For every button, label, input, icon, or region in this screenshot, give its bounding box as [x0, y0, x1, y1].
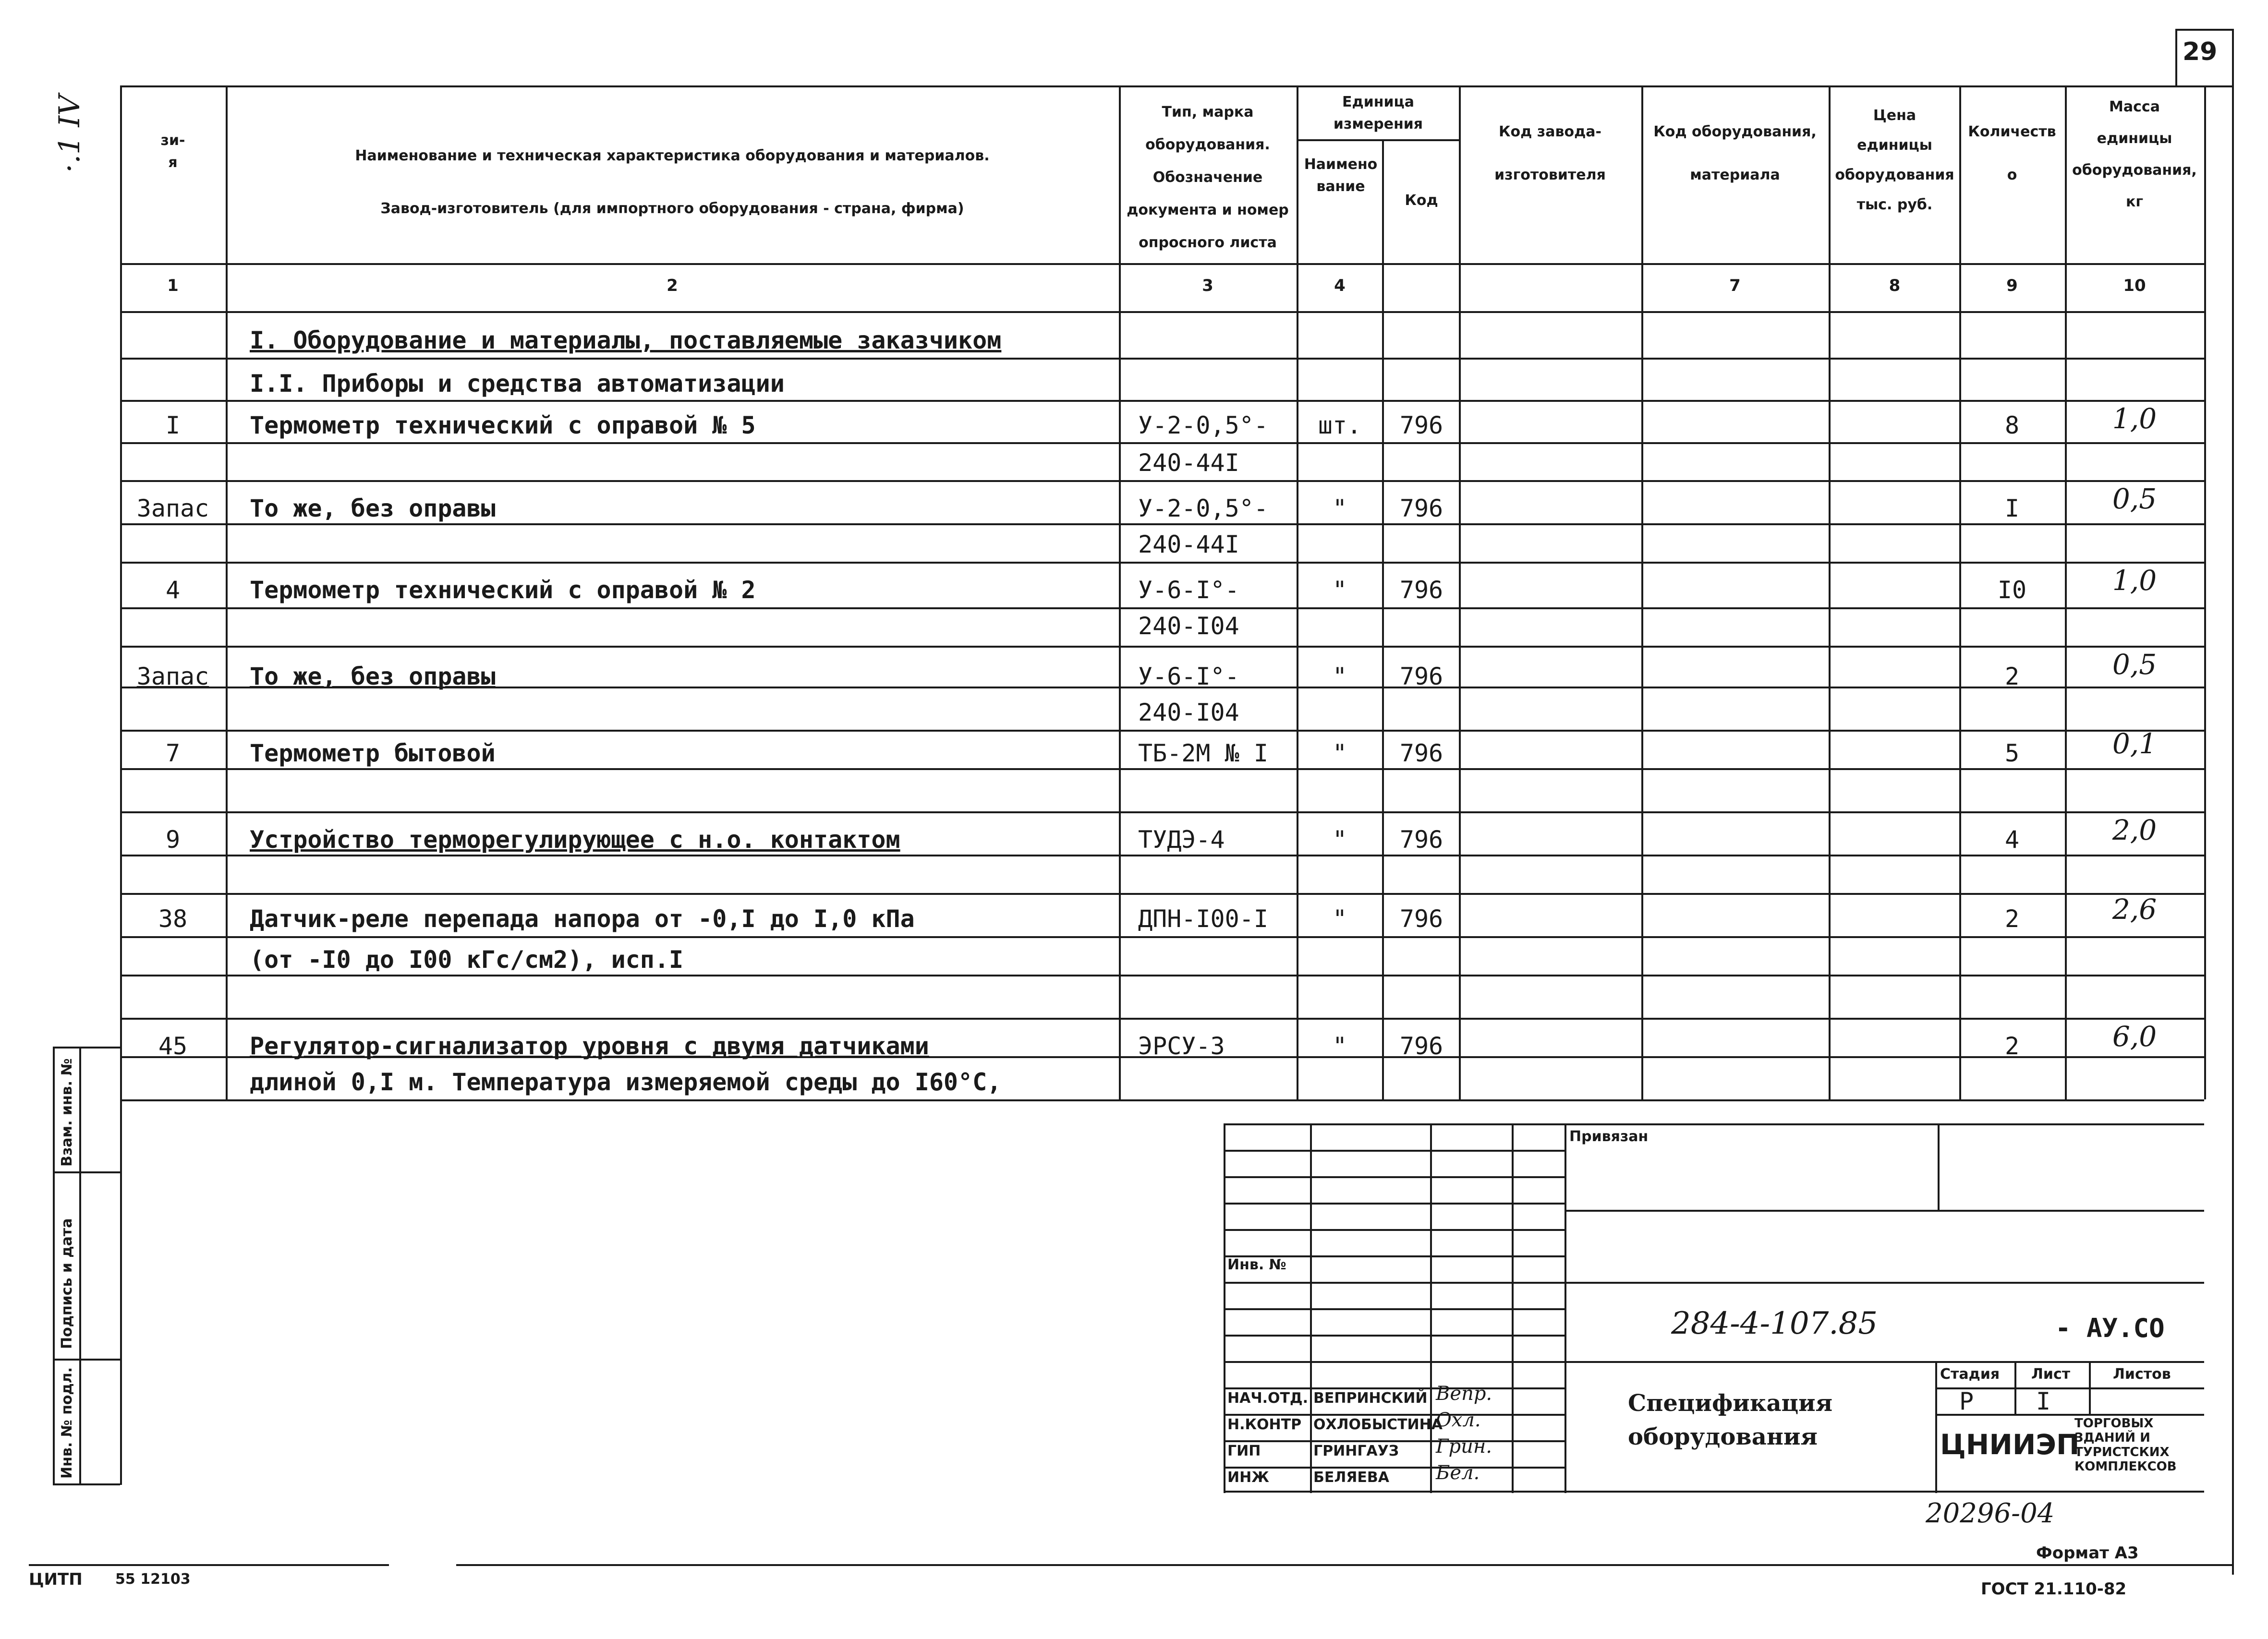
row-line: [120, 730, 2204, 732]
row-mass: 0,5: [2112, 482, 2157, 515]
row-name: Термометр технический с оправой № 2: [250, 576, 756, 604]
row-pos: I: [165, 411, 181, 439]
colnum-9: 9: [2006, 276, 2018, 295]
sheets-label: Листов: [2113, 1366, 2171, 1383]
col-line-6: [1641, 85, 1643, 1099]
frame-right-border: [2232, 29, 2234, 1575]
frame-top-border: [120, 85, 2232, 87]
header-col4-group: Единица измерения: [1333, 94, 1423, 133]
sheet-box-left: [2175, 29, 2177, 86]
row-code: 796: [1399, 663, 1443, 690]
stamp-row: [1224, 1414, 1565, 1416]
header-col1: зи- я: [160, 132, 185, 171]
header-bottom-line: [120, 263, 2204, 265]
frame-bottom-left: [29, 1564, 389, 1566]
header-col3: Тип, марка оборудования. Обозначение документа и номер опросного листа: [1127, 104, 1289, 251]
person-role: ГИП: [1227, 1443, 1261, 1459]
row-code: 796: [1399, 411, 1443, 439]
row-unit: ": [1332, 826, 1347, 854]
row-type: У-6-I°-: [1138, 663, 1239, 690]
doc-code: 284-4-107.85: [1671, 1306, 1878, 1341]
header-col7: Цена единицы оборудования тыс. руб.: [1835, 107, 1954, 213]
stamp-row: [1224, 1282, 1565, 1284]
format-label: Формат А3: [2036, 1543, 2139, 1563]
row-code: 796: [1399, 826, 1443, 854]
stamp-col-4: [1565, 1123, 1566, 1493]
row-line: [120, 480, 2204, 482]
margin-mark: ·.1 IV: [53, 95, 86, 173]
row-name: Регулятор-сигнализатор уровня с двумя датчиками: [250, 1032, 929, 1060]
stamp-row: [1224, 1467, 1565, 1469]
row-unit: ": [1332, 576, 1347, 604]
row-qty: 2: [2004, 1032, 2020, 1060]
row-line: [120, 562, 2204, 564]
sheet-box-top: [2175, 29, 2233, 31]
row-mass: 2,6: [2112, 893, 2157, 926]
col-line-4a: [1382, 139, 1384, 1099]
org-name: ЦНИИЭП: [1940, 1428, 2080, 1461]
person-signature: Вепр.: [1436, 1383, 1492, 1405]
row-name-cont: (от -I0 до I00 кГс/см2), исп.I: [250, 946, 684, 974]
col-line-7: [1829, 85, 1831, 1099]
header-col9: Масса единицы оборудования, кг: [2072, 98, 2197, 210]
row-mass: 0,5: [2112, 648, 2157, 681]
row-type: У-6-I°-: [1138, 576, 1239, 604]
row-code: 796: [1399, 905, 1443, 933]
row-pos: Запас: [136, 494, 209, 522]
person-signature: Бел.: [1436, 1462, 1480, 1484]
side-label-signature: Подпись и дата: [59, 1218, 75, 1349]
colnum-4: 4: [1334, 276, 1346, 295]
row-line: [120, 811, 2204, 813]
person-signature: Охл.: [1436, 1409, 1481, 1431]
row-qty: 8: [2004, 411, 2020, 439]
stamp-row: [1224, 1335, 1565, 1337]
side-strip-sep2: [53, 1359, 120, 1361]
col-line-2: [1119, 85, 1121, 1099]
colnum-7: 7: [1729, 276, 1741, 295]
row-type-doc: 240-44I: [1138, 530, 1239, 558]
colnum-2: 2: [667, 276, 678, 295]
person-name: ВЕПРИНСКИЙ: [1313, 1390, 1428, 1407]
row-qty: I: [2004, 494, 2020, 522]
row-line: [120, 442, 2204, 444]
stamp-row: [1224, 1150, 1565, 1152]
header-col4b: Код: [1405, 192, 1438, 209]
row-unit: ": [1332, 739, 1347, 767]
colnum-10: 10: [2123, 276, 2146, 295]
row-type-doc: 240-I04: [1138, 699, 1239, 726]
row-line: [120, 523, 2204, 525]
stamp-row: [1224, 1440, 1565, 1442]
bottom-left-number: 55 12103: [115, 1571, 191, 1588]
person-name: ГРИНГАУЗ: [1313, 1443, 1399, 1459]
header-col2: Наименование и техническая характеристика оборудования и материалов. Завод-изготовитель (для импортного оборудования - страна, фирма): [355, 147, 990, 217]
row-qty: I0: [1997, 576, 2027, 604]
frame-bottom-right: [456, 1564, 2232, 1566]
stage-value: Р: [1959, 1387, 1974, 1415]
stage-label: Стадия: [1940, 1366, 2000, 1383]
stamp-row: [1224, 1176, 1565, 1178]
stamp-row: [1224, 1361, 1565, 1363]
person-signature: Грин.: [1436, 1435, 1492, 1458]
row-name: Термометр бытовой: [250, 739, 496, 767]
row-type-doc: 240-I04: [1138, 612, 1239, 640]
row-mass: 1,0: [2112, 402, 2157, 435]
row-pos: Запас: [136, 663, 209, 690]
frame-left-border: [120, 85, 122, 1485]
table-bottom-line: [120, 1099, 2204, 1101]
side-strip-top: [53, 1047, 120, 1048]
side-strip-mid: [79, 1047, 81, 1483]
row-unit: ": [1332, 905, 1347, 933]
row-name-cont: длиной 0,I м. Температура измеряемой среды до I60°С,: [250, 1068, 1002, 1096]
person-role: ИНЖ: [1227, 1469, 1269, 1486]
header-col4a: Наименование: [1304, 156, 1378, 195]
row-line: [120, 646, 2204, 648]
row-pos: 7: [165, 739, 181, 767]
row-mass: 0,1: [2112, 727, 2157, 760]
row-type: ТБ-2М № I: [1138, 739, 1268, 767]
colnum-bottom-line: [120, 311, 2204, 313]
row-qty: 4: [2004, 826, 2020, 854]
stamp-stage-sep2: [2089, 1361, 2091, 1414]
col-line-3: [1297, 85, 1298, 1099]
doc-title-1: Спецификация: [1628, 1390, 1833, 1417]
sheet-number: 29: [2183, 37, 2218, 66]
row-mass: 1,0: [2112, 564, 2157, 597]
col-line-8: [1959, 85, 1961, 1099]
row-code: 796: [1399, 494, 1443, 522]
stamp-title-sep: [1935, 1361, 1937, 1493]
person-role: НАЧ.ОТД.: [1227, 1390, 1309, 1407]
row-unit: ": [1332, 1032, 1347, 1060]
stamp-bottom: [1224, 1491, 2204, 1493]
row-type: У-2-0,5°-: [1138, 494, 1268, 522]
stamp-stage-sep1: [2014, 1361, 2016, 1414]
col-line-10: [2204, 85, 2206, 1099]
row-pos: 45: [158, 1032, 188, 1060]
row-code: 796: [1399, 739, 1443, 767]
header-col5: Код завода-изготовителя: [1494, 123, 1606, 183]
side-strip-left: [53, 1047, 55, 1483]
row-line: [120, 400, 2204, 402]
row-name: Датчик-реле перепада напора от -0,I до I,0 кПа: [250, 905, 915, 933]
row-mass: 2,0: [2112, 814, 2157, 846]
row-pos: 9: [165, 826, 181, 854]
stamp-inv-label: Инв. №: [1227, 1256, 1286, 1273]
stamp-linked-bottom: [1565, 1210, 2204, 1212]
row-unit: шт.: [1318, 411, 1362, 439]
header-col8: Количество: [1968, 123, 2056, 183]
stamp-linked-sep: [1938, 1123, 1940, 1210]
stamp-stage-row2: [1935, 1414, 2204, 1416]
row-name: То же, без оправы: [250, 663, 496, 690]
person-role: Н.КОНТР: [1227, 1416, 1302, 1433]
row-qty: 5: [2004, 739, 2020, 767]
row-line: [120, 936, 2204, 938]
row-qty: 2: [2004, 663, 2020, 690]
row-line: [120, 768, 2204, 770]
row-pos: 38: [158, 905, 188, 933]
row-line: [120, 1018, 2204, 1020]
stamp-code-bottom: [1565, 1361, 2204, 1363]
side-label-replace: Взам. инв. №: [59, 1058, 75, 1167]
colnum-1: 1: [167, 276, 179, 295]
stamp-row: [1224, 1229, 1565, 1231]
section-1-title: I. Оборудование и материалы, поставляемые заказчиком: [250, 326, 1002, 354]
stamp-row: [1224, 1203, 1565, 1205]
person-name: БЕЛЯЕВА: [1313, 1469, 1389, 1486]
side-label-inv: Инв. № подл.: [59, 1367, 75, 1479]
sheet-label: Лист: [2031, 1366, 2071, 1383]
col-line-5: [1459, 85, 1461, 1099]
row-code: 796: [1399, 1032, 1443, 1060]
row-type-doc: 240-44I: [1138, 449, 1239, 477]
row-pos: 4: [165, 576, 181, 604]
header-col6: Код оборудования, материала: [1653, 123, 1817, 183]
sheet-value: I: [2036, 1387, 2051, 1415]
row-name: Термометр технический с оправой № 5: [250, 411, 756, 439]
row-name: То же, без оправы: [250, 494, 496, 522]
row-line: [120, 893, 2204, 895]
org-description: ТОРГОВЫХ ЗДАНИЙ И ТУРИСТСКИХ КОМПЛЕКСОВ: [2074, 1416, 2177, 1474]
col-line-9: [2065, 85, 2067, 1099]
row-name: Устройство терморегулирующее с н.о. контактом: [250, 826, 900, 854]
doc-suffix: - АУ.СО: [2055, 1313, 2165, 1343]
section-1-1-title: I.I. Приборы и средства автоматизации: [250, 370, 785, 398]
stamp-code-top: [1565, 1282, 2204, 1284]
stamp-top: [1224, 1123, 2204, 1125]
side-strip-sep1: [53, 1171, 120, 1173]
row-type: У-2-0,5°-: [1138, 411, 1268, 439]
archive-number: 20296-04: [1926, 1498, 2055, 1529]
row-line: [120, 358, 2204, 360]
doc-title-2: оборудования: [1628, 1423, 1818, 1450]
stamp-row: [1224, 1387, 1565, 1389]
col-line-1: [226, 85, 228, 1099]
row-qty: 2: [2004, 905, 2020, 933]
bottom-left-code: ЦИТП: [29, 1570, 83, 1589]
row-line: [120, 975, 2204, 976]
side-strip-bottom: [53, 1483, 120, 1485]
row-type: ДПН-I00-I: [1138, 905, 1268, 933]
stamp-row: [1224, 1308, 1565, 1310]
stamp-linked-label: Привязан: [1569, 1128, 1649, 1145]
row-code: 796: [1399, 576, 1443, 604]
row-type: ТУДЭ-4: [1138, 826, 1225, 854]
colnum-3: 3: [1202, 276, 1213, 295]
row-unit: ": [1332, 494, 1347, 522]
gost-label: ГОСТ 21.110-82: [1981, 1579, 2127, 1599]
row-type: ЭРСУ-3: [1138, 1032, 1225, 1060]
row-line: [120, 607, 2204, 609]
person-name: ОХЛОБЫСТИНА: [1313, 1416, 1443, 1433]
colnum-8: 8: [1889, 276, 1901, 295]
row-mass: 6,0: [2112, 1020, 2157, 1053]
unit-group-underline: [1297, 139, 1459, 141]
stamp-stage-row1: [1935, 1387, 2204, 1389]
row-unit: ": [1332, 663, 1347, 690]
row-line: [120, 855, 2204, 856]
